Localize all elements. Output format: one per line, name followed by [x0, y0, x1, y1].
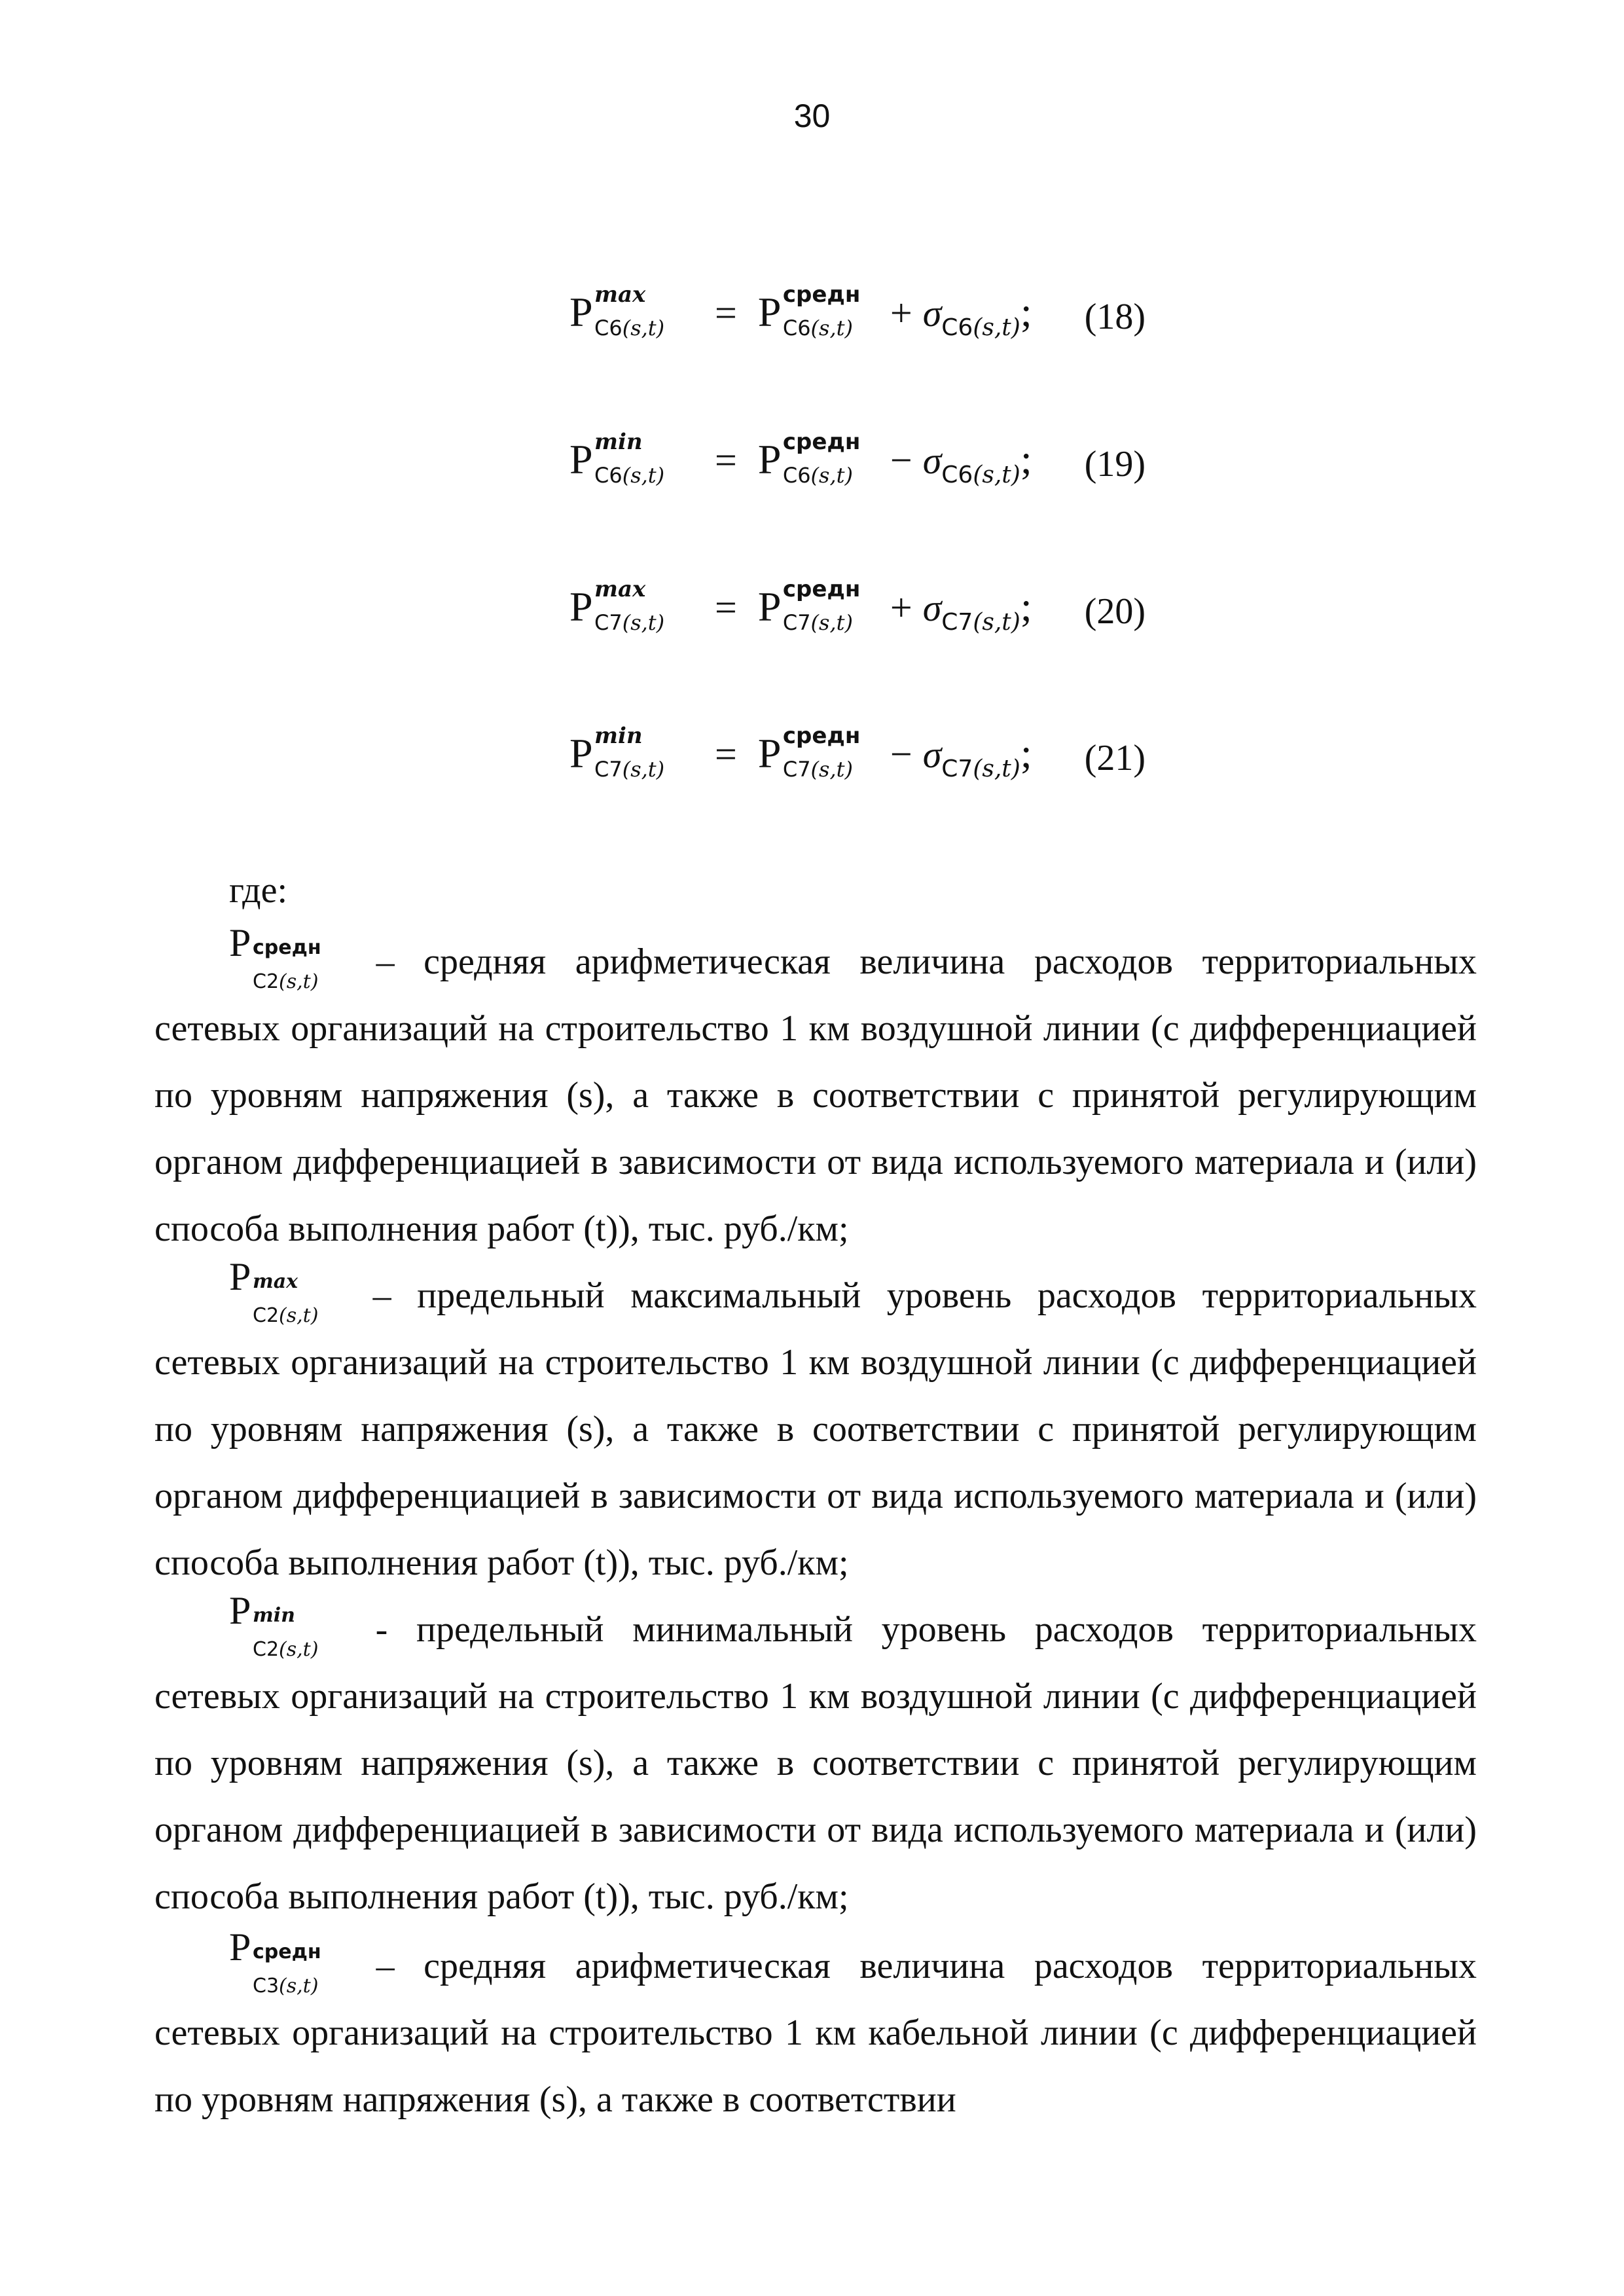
symbol-P: P: [229, 921, 251, 964]
formula-21: P min C7(s,t) = P средн C7(s,t) − $\sigma_{C7(s,t)}$; (21): [569, 723, 1146, 782]
where-label: где:: [229, 870, 288, 911]
superscript: max: [253, 1270, 298, 1293]
subscript-args: (s,t): [622, 610, 665, 635]
subscript-args: (s,t): [622, 757, 665, 782]
subscript-args: (s,t): [279, 1304, 319, 1327]
sigma-args: (s,t): [973, 314, 1020, 341]
formula-19: P min C6(s,t) = P средн C6(s,t) − $\sigma_{C6(s,t)}$; (19): [569, 429, 1146, 488]
formula-end: ;: [1020, 436, 1032, 483]
sigma-code: C6: [941, 462, 973, 488]
subscript-args: (s,t): [279, 970, 319, 993]
symbol-P: P: [569, 436, 593, 483]
equation-number: (19): [1084, 444, 1146, 484]
operator: −: [890, 733, 912, 776]
sigma-code: C7: [941, 756, 973, 782]
definition-item: [154, 1589, 1477, 1930]
symbol-P: P: [229, 1925, 251, 1969]
subscript-code: C7: [594, 757, 623, 782]
superscript: средн: [782, 429, 861, 455]
definitions-list: [154, 921, 1477, 2133]
formula-end: ;: [1020, 289, 1032, 335]
definition-item: [154, 921, 1477, 1262]
definition-symbol: [229, 1925, 347, 1997]
subscript-code: C7: [782, 757, 811, 782]
superscript: min: [594, 723, 643, 749]
subscript-code: C7: [594, 610, 623, 635]
subscript-code: C3: [253, 1975, 280, 1997]
definition-text: – предельный максимальный уровень расходов территориальных сетевых организаций на строительство 1 км воздушной линии (с дифференциацией по уровням напряжения (s), а также в соответствии с принятой регулирующим органом дифференциацией в зависимости от вида используемого материала и (или) способа выполнения работ (t)), тыс. руб./км;: [154, 1275, 1477, 1583]
sigma-symbol: σ: [922, 587, 942, 629]
superscript: min: [594, 429, 643, 455]
sigma-args: (s,t): [973, 462, 1020, 488]
operator: +: [890, 586, 912, 629]
subscript-code: C6: [594, 463, 623, 488]
symbol-P: P: [757, 730, 782, 776]
definition-text: - предельный минимальный уровень расходов территориальных сетевых организаций на строительство 1 км воздушной линии (с дифференциацией по уровням напряжения (s), а также в соответствии с принятой регулирующим органом дифференциацией в зависимости от вида используемого материала и (или) способа выполнения работ (t)), тыс. руб./км;: [154, 1609, 1477, 1917]
sigma-symbol: σ: [922, 439, 942, 482]
equation-number: (21): [1084, 738, 1146, 778]
symbol-P: P: [757, 289, 782, 335]
definition-text: – средняя арифметическая величина расходов территориальных сетевых организаций на строительство 1 км кабельной линии (с дифференциацией по уровням напряжения (s), а также в соответствии: [154, 1946, 1477, 2120]
superscript: max: [594, 576, 646, 602]
symbol-P: P: [229, 1589, 251, 1632]
subscript-code: C6: [594, 316, 623, 340]
definition-text: – средняя арифметическая величина расходов территориальных сетевых организаций на строительство 1 км воздушной линии (с дифференциацией по уровням напряжения (s), а также в соответствии с принятой регулирующим органом дифференциацией в зависимости от вида используемого материала и (или) способа выполнения работ (t)), тыс. руб./км;: [154, 941, 1477, 1249]
formula-end: ;: [1020, 583, 1032, 630]
superscript: средн: [782, 282, 861, 308]
symbol-P: P: [569, 730, 593, 776]
definition-item: [154, 1255, 1477, 1596]
equation-number: (20): [1084, 591, 1146, 632]
subscript-code: C7: [782, 610, 811, 635]
page-number: 30: [793, 98, 831, 134]
subscript-code: C6: [782, 463, 811, 488]
superscript: средн: [253, 936, 321, 959]
subscript-args: (s,t): [622, 316, 665, 340]
operator: −: [890, 439, 912, 482]
symbol-P: P: [757, 583, 782, 630]
superscript: min: [253, 1604, 295, 1627]
superscript: средн: [782, 723, 861, 749]
symbol-P: P: [569, 289, 593, 335]
subscript-args: (s,t): [279, 1638, 319, 1661]
sigma-symbol: σ: [922, 292, 942, 335]
sigma-args: (s,t): [973, 609, 1020, 636]
subscript-args: (s,t): [810, 316, 853, 340]
sigma-code: C6: [941, 314, 973, 341]
definition-symbol: [229, 1589, 347, 1661]
sigma-args: (s,t): [973, 756, 1020, 782]
subscript-args: (s,t): [279, 1975, 319, 1997]
symbol-P: P: [229, 1255, 251, 1298]
sigma-code: C7: [941, 609, 973, 636]
subscript-args: (s,t): [622, 463, 665, 488]
definition-symbol: [229, 921, 347, 993]
equation-number: (18): [1084, 297, 1146, 337]
symbol-P: P: [757, 436, 782, 483]
superscript: средн: [253, 1941, 321, 1963]
symbol-P: P: [569, 583, 593, 630]
operator: +: [890, 291, 912, 335]
sigma-symbol: σ: [922, 733, 942, 776]
subscript-code: C2: [253, 970, 280, 993]
subscript-code: C6: [782, 316, 811, 340]
superscript: средн: [782, 576, 861, 602]
definition-symbol: [229, 1255, 347, 1327]
formula-18: P max C6(s,t) = P средн C6(s,t) + $\sigma_{C6(s,t)}$; (18): [569, 282, 1146, 341]
formula-20: P max C7(s,t) = P средн C7(s,t) + $\sigma_{C7(s,t)}$; (20): [569, 576, 1146, 636]
subscript-args: (s,t): [810, 463, 853, 488]
definition-item: [154, 1925, 1477, 2133]
subscript-code: C2: [253, 1304, 280, 1327]
subscript-code: C2: [253, 1638, 280, 1661]
subscript-args: (s,t): [810, 757, 853, 782]
formula-end: ;: [1020, 730, 1032, 776]
subscript-args: (s,t): [810, 610, 853, 635]
superscript: max: [594, 282, 646, 308]
